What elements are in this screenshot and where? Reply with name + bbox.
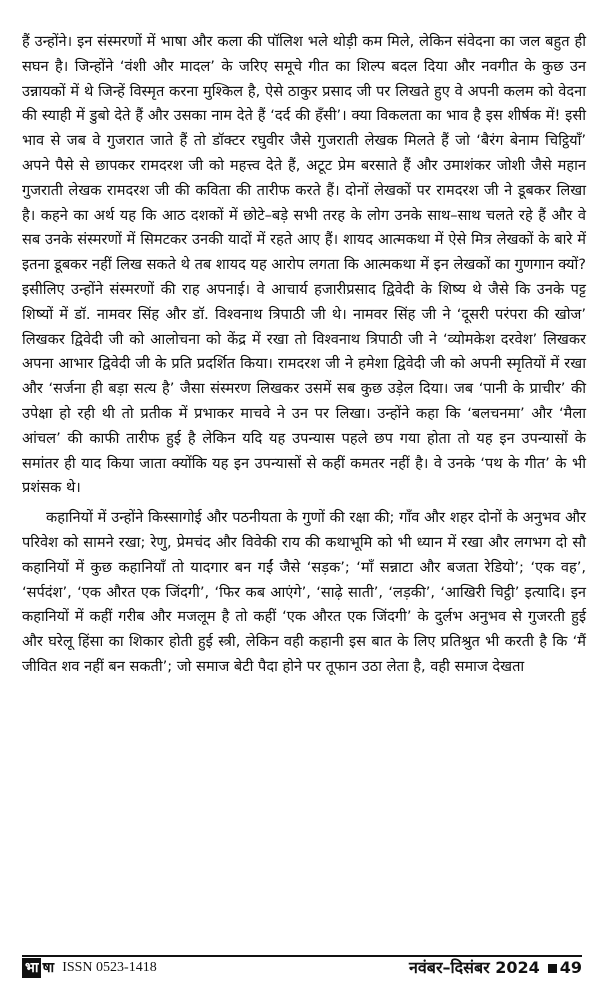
footer-right [409, 958, 582, 978]
footer-left [22, 958, 157, 978]
issue-date: नवंबर–दिसंबर 2024 [409, 958, 540, 977]
issn-number: ISSN 0523-1418 [62, 960, 157, 975]
logo-tail: षा [42, 960, 55, 976]
page-number: 49 [559, 958, 582, 977]
bhasha-logo [22, 958, 54, 978]
paragraph-memoirs: हैं उन्होंने। इन संस्मरणों में भाषा और कला की पॉलिश भले थोड़ी कम मिले, लेकिन संवेदना का जल बहुत ही सघन है। जिन्होंने ‘वंशी और मादल’ के जरिए समूचे गीत का शिल्प बदल दिया और नवगीत के कुछ उन उन्नायकों में थे जिन्हें विस्मृत करना मुश्किल है, ऐसे ठाकुर प्रसाद जी पर लिखते हुए वे अपनी कलम को वेदना की स्याही में डुबो देते हैं और उसका नाम देते हैं ‘दर्द की हँसी’। क्या विकलता का भाव है इस शीर्षक में! इसी भाव से जब वे गुजरात जाते हैं तो डॉक्टर रघुवीर जैसे गुजराती लेखक मिलते हैं जो ‘बैरंग बेनाम चिट्ठियाँ’ अपने पैसे से छापकर रामदरश जी को महत्त्व देते हैं, अटूट प्रेम बरसाते हैं और उमाशंकर जोशी जैसे महान गुजराती लेखक रामदरश जी की कविता की तारीफ करते हैं। दोनों लेखकों पर रामदरश जी ने डूबकर लिखा है। कहने का अर्थ यह कि आठ दशकों में छोटे–बड़े सभी तरह के लोग उनके साथ–साथ चलते रहे हैं और वे सब उनके संस्मरणों में सिमटकर उनकी यादों में रहते आए हैं। शायद आत्मकथा में ऐसे मित्र लेखकों के बारे में इतना डूबकर नहीं लिख सकते थे तब शायद यह आरोप लगता कि आत्मकथा में इन लेखकों का गुणगान क्यों? इसीलिए उन्होंने संस्मरणों की राह अपनाई। वे आचार्य हजारीप्रसाद द्विवेदी के शिष्य थे जैसे कि उनके पट्ट शिष्यों में डॉ. नामवर सिंह और डॉ. विश्वनाथ त्रिपाठी जी थे। नामवर सिंह जी ने ‘दूसरी परंपरा की खोज’ लिखकर द्विवेदी जी को आलोचना को केंद्र में रखा तो विश्वनाथ त्रिपाठी जी ने ‘व्योमकेश दरवेश’ लिखकर अपना आभार द्विवेदी जी के प्रति प्रदर्शित किया। रामदरश जी ने हमेशा द्विवेदी जी को अपनी स्मृतियों में रखा और ‘सर्जना ही बड़ा सत्य है’ जैसा संस्मरण लिखकर उसमें सब कुछ उड़ेल दिया। जब ‘पानी के प्राचीर’ की उपेक्षा हो रही थी तो प्रतीक में प्रभाकर माचवे ने उन पर लिखा। उन्होंने कहा कि ‘बलचनमा’ और ‘मैला आंचल’ की काफी तारीफ हुई है लेकिन यदि यह उपन्यास पहले छप गया होता तो यह इन उपन्यासों के समांतर ही याद किया जाता क्योंकि यह इन उपन्यासों से कहीं कमतर नहीं है। वे उनके ‘पथ के गीत’ के भी प्रशंसक थे। [22, 33, 586, 497]
paragraph-stories: कहानियों में उन्होंने किस्सागोई और पठनीयता के गुणों की रक्षा की; गाँव और शहर दोनों के अनुभव और परिवेश को सामने रखा; रेणु, प्रेमचंद और विवेकी राय की कथाभूमि को भी ध्यान में रखा और लगभग दो सौ कहानियों में कुछ कहानियाँ तो यादगार बन गईं जैसे ‘सड़क’; ‘माँ सन्नाटा और बजता रेडियो’; ‘एक वह’, ‘सर्पदंश’, ‘एक औरत एक जिंदगी’, ‘फिर कब आएंगे’, ‘साढ़े साती’, ‘लड़की’, ‘आखिरी चिट्ठी’ इत्यादि। इन कहानियों में कहीं गरीब और मजलूम है तो कहीं ‘एक औरत एक जिंदगी’ के दुर्लभ अनुभव से गुजरती हुई और घरेलू हिंसा का शिकार होती हुई स्त्री, लेकिन वही कहानी इस बात के लिए प्रतिश्रुत भी करती है कि ‘मैं जीवित शव नहीं बन सकती’; जो समाज बेटी पैदा होने पर तूफान उठा लेता है, वही समाज देखता [22, 509, 586, 675]
article-body [22, 30, 586, 680]
square-bullet-icon [548, 964, 557, 973]
logo-box: भा [22, 958, 41, 978]
page-footer [22, 955, 582, 981]
